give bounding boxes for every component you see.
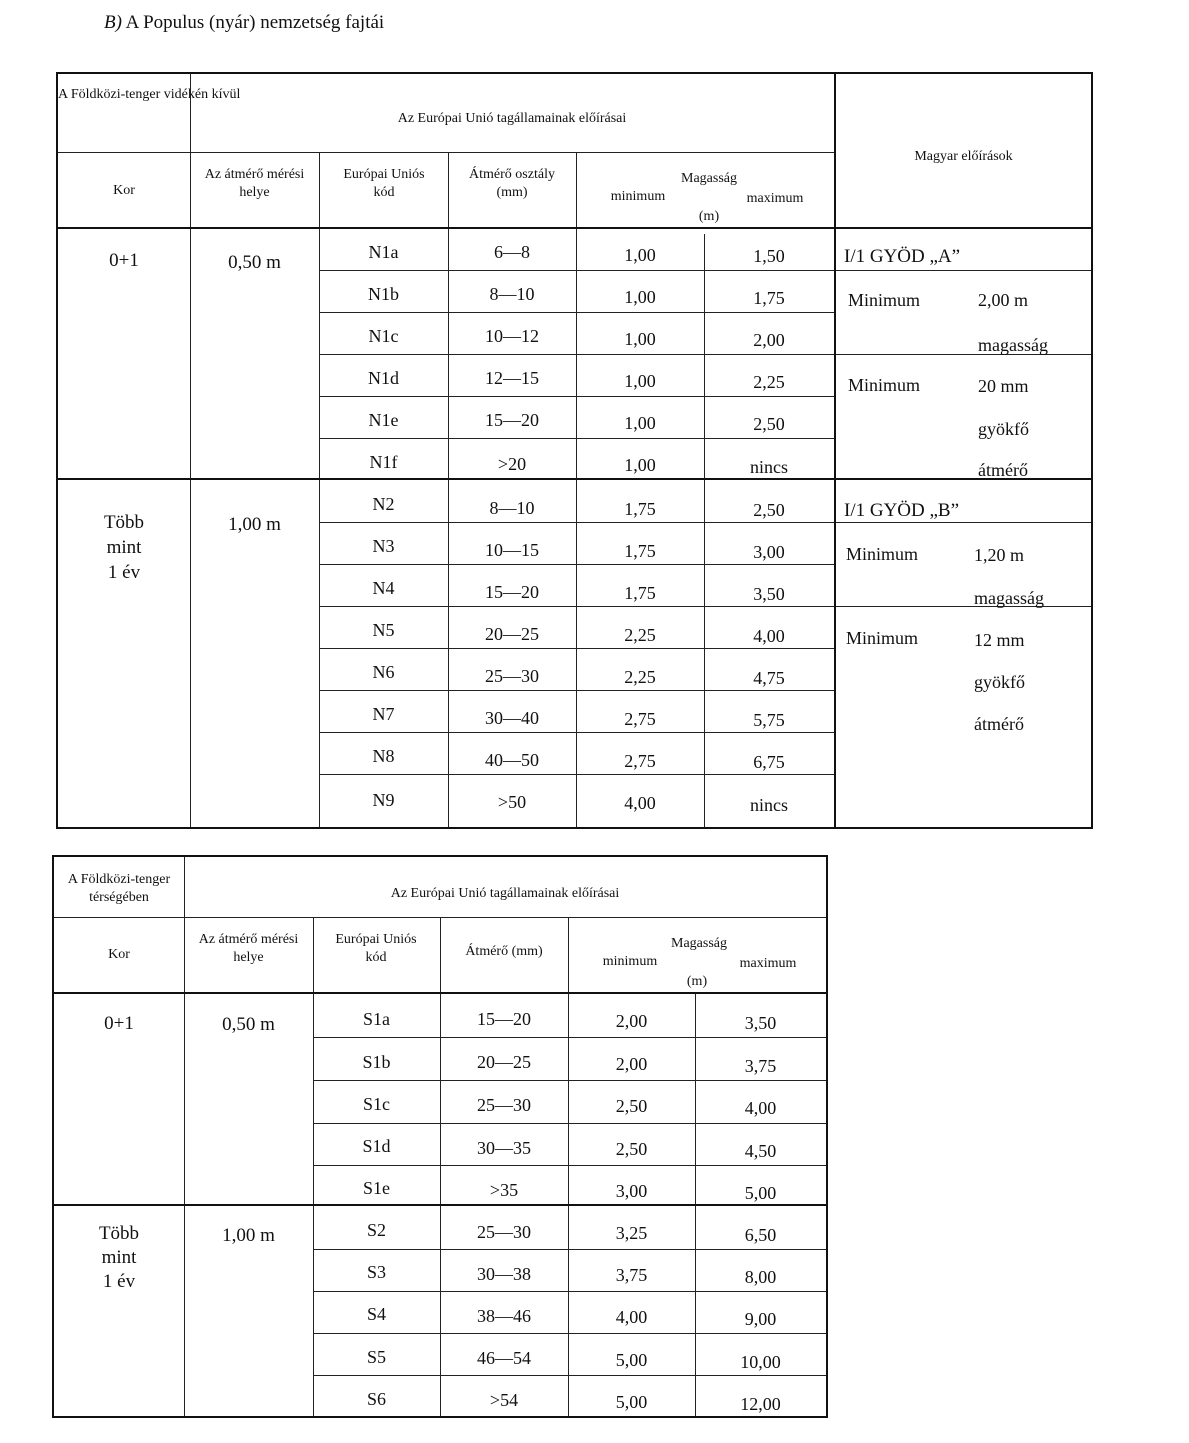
col-header-max: maximum [746, 191, 804, 206]
eu-code-cell: N2 [372, 494, 395, 514]
height-max-cell: 2,00 [753, 330, 785, 350]
height-min-cell: 2,50 [615, 1096, 648, 1116]
eu-code-cell: N3 [372, 536, 395, 556]
height-min-cell: 1,75 [624, 583, 656, 603]
diameter-cell: 15—20 [485, 582, 539, 602]
eu-code-cell: N8 [372, 746, 395, 766]
table-populus-outside-mediterranean [56, 72, 1093, 829]
col-header-unit: (m) [698, 209, 720, 224]
height-max-cell: 4,50 [744, 1141, 777, 1161]
height-min-cell: 2,25 [624, 625, 656, 645]
height-min-cell: 5,00 [615, 1392, 648, 1412]
col-header-measurement: Az átmérő mérési helye [204, 167, 305, 200]
eu-code-cell: N1a [368, 242, 399, 262]
diameter-cell: 30—38 [477, 1264, 531, 1284]
height-min-cell: 1,00 [624, 371, 656, 391]
col-header-min: minimum [610, 189, 666, 204]
hu-min-unit: átmérő [974, 714, 1024, 734]
height-max-cell: 10,00 [740, 1352, 781, 1372]
age-cell: Több [103, 512, 145, 533]
diameter-cell: 40—50 [485, 750, 539, 770]
diameter-cell: 15—20 [477, 1009, 531, 1029]
measurement-cell: 0,50 m [228, 252, 281, 273]
age-cell: 0+1 [109, 250, 139, 271]
height-min-cell: 1,00 [624, 413, 656, 433]
eu-code-cell: S5 [366, 1347, 386, 1367]
eu-code-cell: N1c [368, 326, 399, 346]
eu-code-cell: S6 [366, 1389, 386, 1409]
hu-min-unit: gyökfő [974, 672, 1025, 692]
diameter-cell: 38—46 [477, 1306, 531, 1326]
hu-min-unit: gyökfő [978, 419, 1029, 439]
height-max-cell: 2,50 [753, 414, 785, 434]
hu-min-unit: magasság [974, 588, 1044, 608]
eu-code-cell: S1b [362, 1052, 391, 1072]
height-min-cell: 2,25 [624, 667, 656, 687]
diameter-cell: 10—15 [485, 540, 539, 560]
table-populus-mediterranean [52, 855, 828, 1418]
diameter-cell: 30—35 [477, 1138, 531, 1158]
col-header-eu-code: Európai Uniós kód [343, 167, 425, 200]
diameter-cell: 20—25 [477, 1052, 531, 1072]
diameter-cell: 25—30 [485, 666, 539, 686]
diameter-cell: >20 [497, 454, 527, 474]
height-min-cell: 2,00 [615, 1011, 648, 1031]
hu-min-label: Minimum [846, 628, 919, 648]
hu-min-value: 1,20 m [974, 545, 1025, 565]
height-min-cell: 2,75 [624, 709, 656, 729]
hu-min-label: Minimum [846, 544, 919, 564]
measurement-cell: 0,50 m [222, 1014, 275, 1035]
diameter-cell: 10—12 [485, 326, 539, 346]
eu-code-cell: N5 [372, 620, 395, 640]
height-min-cell: 1,00 [624, 329, 656, 349]
region-label: A Földközi-tenger vidékén kívül [58, 87, 241, 102]
hu-min-unit: magasság [978, 335, 1048, 355]
diameter-cell: >50 [497, 792, 527, 812]
measurement-cell: 1,00 m [222, 1225, 275, 1246]
hu-min-unit: átmérő [978, 460, 1028, 480]
col-header-min: minimum [602, 954, 658, 969]
height-max-cell: 3,00 [753, 542, 785, 562]
col-header-max: maximum [739, 956, 797, 971]
eu-code-cell: S1c [363, 1094, 390, 1114]
eu-code-cell: N1b [368, 284, 399, 304]
age-cell: mint [106, 537, 142, 558]
diameter-cell: 6—8 [494, 242, 530, 262]
eu-code-cell: N7 [372, 704, 395, 724]
diameter-cell: 25—30 [477, 1095, 531, 1115]
eu-code-cell: S2 [366, 1220, 386, 1240]
hu-min-value: 20 mm [978, 376, 1029, 396]
height-max-cell: 4,00 [744, 1098, 777, 1118]
height-max-cell: 6,50 [744, 1225, 777, 1245]
hu-min-label: Minimum [848, 290, 921, 310]
hungarian-requirements-header: Magyar előírások [914, 149, 1013, 164]
height-max-cell: 1,50 [753, 246, 785, 266]
eu-requirements-header: Az Európai Unió tagállamainak előírásai [390, 886, 620, 901]
height-min-cell: 2,00 [615, 1054, 648, 1074]
age-cell: 1 év [102, 1271, 136, 1292]
height-min-cell: 4,00 [624, 793, 656, 813]
heading-text: A Populus (nyár) nemzetség fajtái [125, 12, 385, 33]
height-max-cell: 2,50 [753, 500, 785, 520]
heading-prefix: B) [104, 12, 122, 33]
hu-min-value: 12 mm [974, 630, 1025, 650]
height-max-cell: nincs [750, 457, 788, 477]
height-min-cell: 5,00 [615, 1350, 648, 1370]
eu-code-cell: N1e [368, 410, 399, 430]
height-max-cell: 2,25 [753, 372, 785, 392]
hu-min-value: 2,00 m [978, 290, 1029, 310]
eu-code-cell: N6 [372, 662, 395, 682]
col-header-kor: Kor [108, 947, 130, 962]
hu-category-title: I/1 GYÖD „A” [844, 246, 961, 267]
eu-code-cell: S3 [366, 1262, 386, 1282]
hu-category-title: I/1 GYÖD „B” [844, 500, 960, 521]
diameter-cell: 30—40 [485, 708, 539, 728]
eu-code-cell: S4 [366, 1304, 386, 1324]
diameter-cell: 12—15 [485, 368, 539, 388]
age-cell: mint [101, 1247, 137, 1268]
hu-min-label: Minimum [848, 375, 921, 395]
height-max-cell: 5,75 [753, 710, 785, 730]
eu-code-cell: N9 [372, 790, 395, 810]
region-label: A Földközi-tenger térségében [67, 872, 171, 905]
height-min-cell: 1,00 [624, 287, 656, 307]
height-min-cell: 3,00 [615, 1181, 648, 1201]
height-max-cell: 3,50 [744, 1013, 777, 1033]
height-max-cell: 9,00 [744, 1309, 777, 1329]
height-min-cell: 1,75 [624, 499, 656, 519]
height-max-cell: 8,00 [744, 1267, 777, 1287]
col-header-kor: Kor [113, 183, 135, 198]
col-header-height: Magasság [671, 936, 727, 951]
height-max-cell: 4,75 [753, 668, 785, 688]
col-header-diameter: Átmérő osztály (mm) [469, 167, 555, 200]
height-max-cell: 4,00 [753, 626, 785, 646]
height-max-cell: 6,75 [753, 752, 785, 772]
col-header-eu-code: Európai Uniós kód [335, 932, 417, 965]
height-min-cell: 2,50 [615, 1139, 648, 1159]
age-cell: 0+1 [104, 1013, 134, 1034]
diameter-cell: >35 [489, 1180, 519, 1200]
diameter-cell: 25—30 [477, 1222, 531, 1242]
measurement-cell: 1,00 m [228, 514, 281, 535]
col-header-height: Magasság [681, 171, 737, 186]
height-max-cell: 5,00 [744, 1183, 777, 1203]
diameter-cell: >54 [489, 1390, 519, 1410]
eu-code-cell: N1f [369, 452, 398, 472]
diameter-cell: 46—54 [477, 1348, 531, 1368]
eu-code-cell: N1d [368, 368, 399, 388]
col-header-unit: (m) [686, 974, 708, 989]
diameter-cell: 8—10 [489, 498, 535, 518]
height-max-cell: 12,00 [740, 1394, 781, 1414]
height-max-cell: 1,75 [753, 288, 785, 308]
eu-requirements-header: Az Európai Unió tagállamainak előírásai [397, 111, 627, 126]
col-header-measurement: Az átmérő mérési helye [198, 932, 299, 965]
page-heading [104, 12, 384, 34]
diameter-cell: 20—25 [485, 624, 539, 644]
height-min-cell: 3,75 [615, 1265, 648, 1285]
eu-code-cell: S1a [363, 1009, 390, 1029]
height-min-cell: 2,75 [624, 751, 656, 771]
diameter-cell: 15—20 [485, 410, 539, 430]
height-min-cell: 1,75 [624, 541, 656, 561]
height-min-cell: 1,00 [624, 455, 656, 475]
height-max-cell: nincs [750, 795, 788, 815]
height-min-cell: 4,00 [615, 1307, 648, 1327]
col-header-diameter: Átmérő (mm) [465, 944, 543, 959]
height-min-cell: 1,00 [624, 245, 656, 265]
eu-code-cell: N4 [372, 578, 395, 598]
height-max-cell: 3,75 [744, 1056, 777, 1076]
height-min-cell: 3,25 [615, 1223, 648, 1243]
diameter-cell: 8—10 [489, 284, 535, 304]
eu-code-cell: S1e [363, 1178, 390, 1198]
age-cell: 1 év [107, 562, 141, 583]
age-cell: Több [98, 1223, 140, 1244]
height-max-cell: 3,50 [753, 584, 785, 604]
eu-code-cell: S1d [362, 1136, 391, 1156]
